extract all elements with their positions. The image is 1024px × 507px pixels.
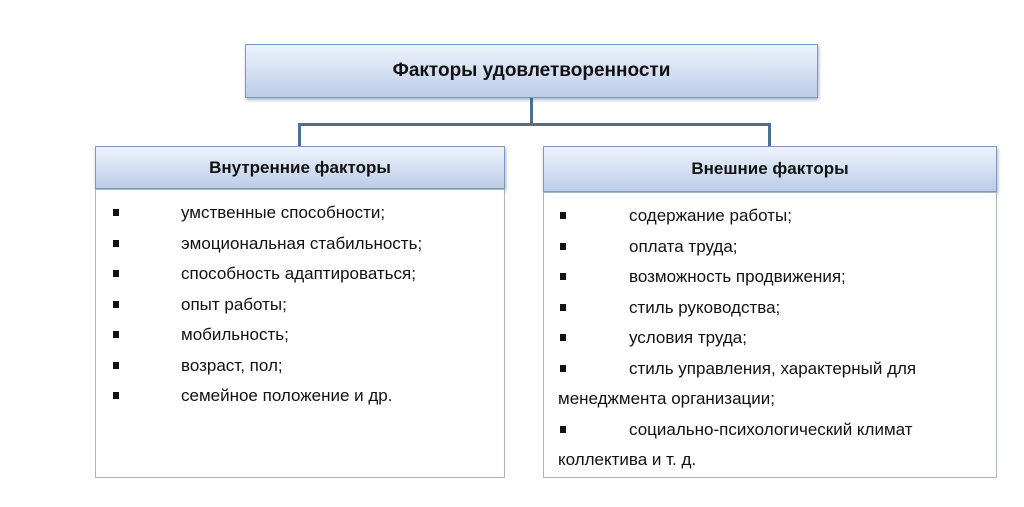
bullet-icon xyxy=(560,365,566,372)
list-item-text: эмоциональная стабильность; xyxy=(181,233,423,253)
list-item-text: опыт работы; xyxy=(181,294,287,314)
list-item xyxy=(96,198,504,229)
list-item-text: мобильность; xyxy=(181,325,289,344)
bullet-icon xyxy=(113,301,119,308)
bullet-icon xyxy=(113,392,119,399)
list-item xyxy=(96,320,504,351)
bullet-icon xyxy=(113,362,119,369)
list-item xyxy=(544,201,996,232)
list-item-text: стиль управления, характерный для менеджмента организации; xyxy=(558,358,917,408)
internal-factors-list xyxy=(96,198,504,412)
list-item-text: возраст, пол; xyxy=(181,355,283,375)
list-item-text: умственные способности; xyxy=(181,203,386,222)
root-box-title: Факторы удовлетворенности xyxy=(245,44,818,98)
list-item-text: содержание работы; xyxy=(629,206,792,225)
internal-factors-header: Внутренние факторы xyxy=(95,146,505,189)
bullet-icon xyxy=(113,331,119,338)
list-item xyxy=(96,259,504,290)
list-item xyxy=(96,381,504,412)
connector-vertical-root xyxy=(530,98,533,125)
bullet-icon xyxy=(560,334,566,341)
bullet-icon xyxy=(560,243,566,250)
list-item-text: социально-психологический климат коллектива и т. д. xyxy=(558,419,913,469)
external-factors-list xyxy=(544,201,996,476)
list-item xyxy=(544,293,996,324)
connector-horizontal xyxy=(298,123,771,126)
list-item xyxy=(544,262,996,293)
list-item xyxy=(544,232,996,263)
connector-vertical-left xyxy=(298,123,301,147)
list-item-text: возможность продвижения; xyxy=(629,267,846,286)
connector-vertical-right xyxy=(768,123,771,147)
list-item-text: способность адаптироваться; xyxy=(181,264,416,283)
list-item-text: условия труда; xyxy=(629,328,747,347)
bullet-icon xyxy=(560,273,566,280)
bullet-icon xyxy=(560,304,566,311)
bullet-icon xyxy=(560,426,566,433)
bullet-icon xyxy=(113,209,119,216)
list-item-text: оплата труда; xyxy=(629,236,738,256)
bullet-icon xyxy=(560,212,566,219)
list-item-text: стиль руководства; xyxy=(629,297,781,317)
external-factors-header: Внешние факторы xyxy=(543,146,997,192)
list-item xyxy=(544,354,998,415)
list-item xyxy=(96,351,504,382)
list-item xyxy=(544,415,998,476)
external-factors-panel xyxy=(543,192,997,478)
list-item xyxy=(544,323,996,354)
list-item-text: семейное положение и др. xyxy=(181,386,393,405)
bullet-icon xyxy=(113,270,119,277)
list-item xyxy=(96,229,504,260)
bullet-icon xyxy=(113,240,119,247)
internal-factors-panel xyxy=(95,189,505,478)
list-item xyxy=(96,290,504,321)
